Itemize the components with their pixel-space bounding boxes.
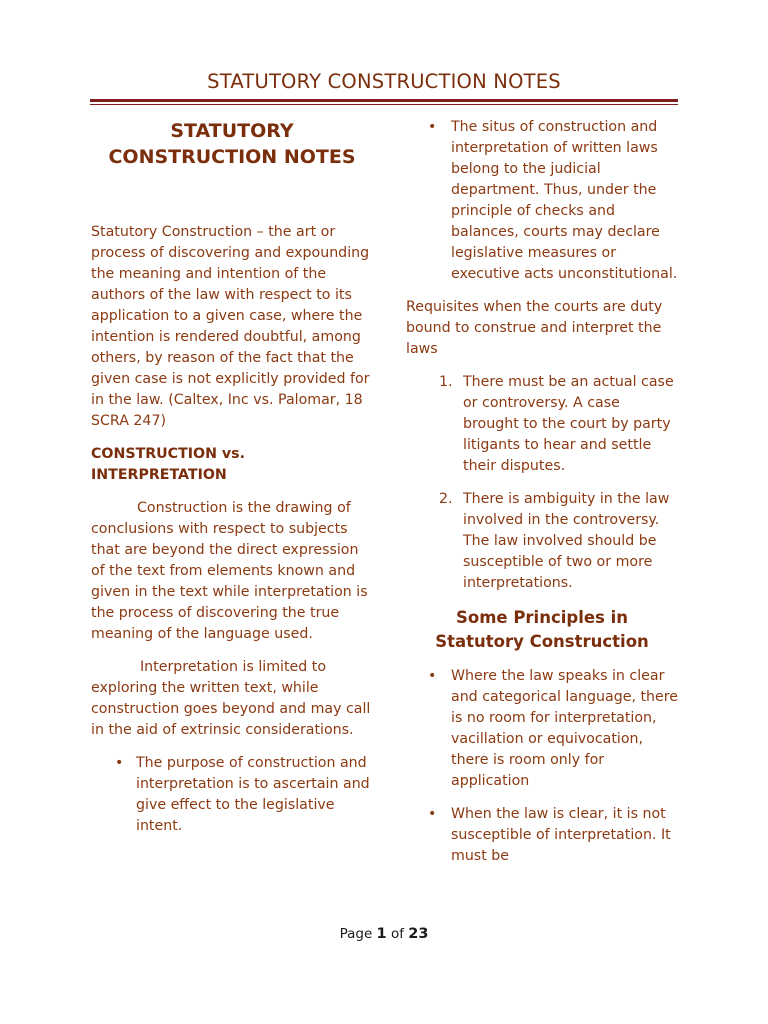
list-item <box>406 666 678 792</box>
list-item <box>406 489 678 594</box>
principles-heading-line1: Some Principles in <box>455 608 629 627</box>
bullet-icon: • <box>115 755 124 771</box>
list-number: 1. <box>439 374 453 390</box>
list-item <box>406 117 678 285</box>
bullet-icon: • <box>428 668 437 684</box>
principles-list <box>406 666 678 867</box>
header-rule-thin <box>90 104 678 105</box>
requisites-list <box>406 372 678 594</box>
page-label: Page <box>339 926 373 942</box>
left-bullet-list <box>91 753 373 837</box>
list-item-text: The situs of construction and interpretation of written laws belong to the judicial department. Thus, under the principle of checks and balances, courts may declare legislative measures or executive acts unconstitutional. <box>451 119 678 282</box>
page-current: 1 <box>376 926 387 942</box>
list-item-text: Where the law speaks in clear and categorical language, there is no room for interpretation, vacillation or equivocation, there is room only for application <box>451 668 678 789</box>
construction-paragraph: Construction is the drawing of conclusions with respect to subjects that are beyond the direct expression of the text from elements known and given in the text while interpretation is the process of discovering the true meaning of the language used. <box>91 500 368 642</box>
list-item <box>406 372 678 477</box>
right-top-bullet-list <box>406 117 678 285</box>
list-item-text: There must be an actual case or controversy. A case brought to the court by party litigants to hear and settle their disputes. <box>463 374 674 474</box>
of-label: of <box>390 926 404 942</box>
list-item <box>406 804 678 867</box>
list-item <box>91 753 373 837</box>
list-item-text: When the law is clear, it is not susceptible of interpretation. It must be <box>451 806 671 864</box>
requisites-intro: Requisites when the courts are duty bound to construe and interpret the laws <box>406 299 663 357</box>
list-item-text: The purpose of construction and interpretation is to ascertain and give effect to the legislative intent. <box>136 755 370 834</box>
running-header-title: STATUTORY CONSTRUCTION NOTES <box>207 70 561 93</box>
bullet-icon: • <box>428 806 437 822</box>
interpretation-paragraph: Interpretation is limited to exploring the written text, while construction goes beyond and may call in the aid of extrinsic considerations. <box>91 659 371 738</box>
bullet-icon: • <box>428 119 437 135</box>
right-column <box>406 117 678 879</box>
page-footer <box>0 926 768 942</box>
principles-heading-line2: Statutory Construction <box>435 632 649 651</box>
page-total: 23 <box>408 926 429 942</box>
document-title-line1: STATUTORY <box>170 120 294 142</box>
list-item-text: There is ambiguity in the law involved in the controversy. The law involved should be susceptible of two or more interpretations. <box>463 491 670 591</box>
principles-heading <box>406 606 678 654</box>
left-column <box>91 118 373 849</box>
definition-paragraph: Statutory Construction – the art or process of discovering and expounding the meaning and intention of the authors of the law with respect to its application to a given case, where the intention is rendered doubtful, among others, by reason of the fact that the given case is not explicitly provided for in the law. (Caltex, Inc vs. Palomar, 18 SCRA 247) <box>91 224 370 429</box>
list-number: 2. <box>439 491 453 507</box>
header-rule-thick <box>90 99 678 102</box>
document-title-line2: CONSTRUCTION NOTES <box>108 146 356 168</box>
section-heading: CONSTRUCTION vs. INTERPRETATION <box>91 446 246 483</box>
document-title <box>91 118 373 170</box>
